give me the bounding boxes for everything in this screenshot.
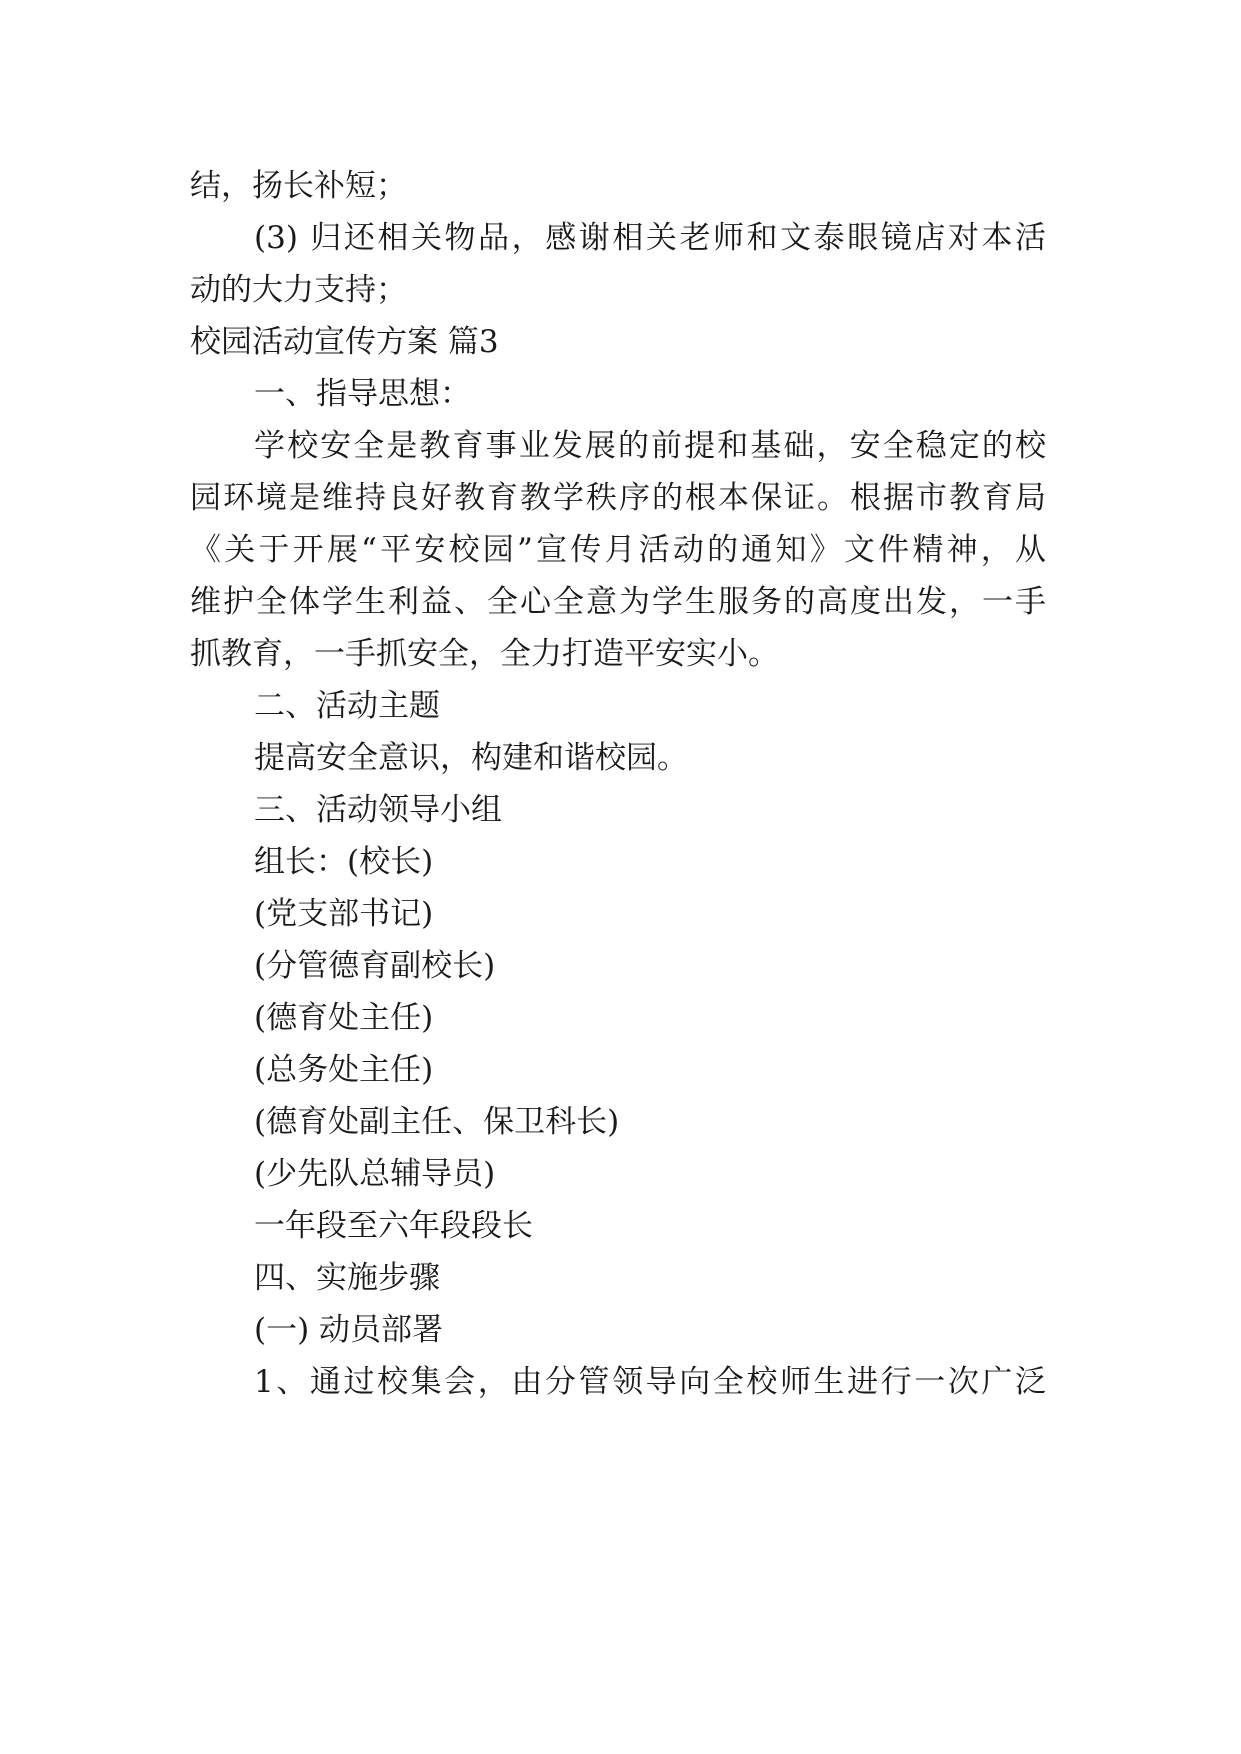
text-line: (分管德育副校长) [254, 948, 496, 984]
text-line: 组长：(校长) [254, 844, 434, 880]
text-line: 园环境是维持良好教育教学秩序的根本保证。根据市教育局 [190, 480, 1046, 516]
text-line: 《关于开展“平安校园”宣传月活动的通知》文件精神，从 [190, 532, 1046, 568]
text-line: 维护全体学生利益、全心全意为学生服务的高度出发，一手 [190, 584, 1046, 620]
text-line: (少先队总辅导员) [254, 1156, 496, 1192]
text-line: 抓教育，一手抓安全，全力打造平安实小。 [190, 636, 779, 672]
subheading: 一、指导思想： [254, 376, 471, 412]
text-line: 结，扬长补短； [190, 168, 407, 204]
subheading: 二、活动主题 [254, 688, 440, 724]
text-line: (总务处主任) [254, 1052, 434, 1088]
subheading: 三、活动领导小组 [254, 792, 502, 828]
section-heading: 校园活动宣传方案 篇3 [190, 324, 499, 360]
subheading: (一) 动员部署 [254, 1312, 444, 1348]
text-line: 提高安全意识，构建和谐校园。 [254, 740, 688, 776]
text-line: (德育处主任) [254, 1000, 434, 1036]
text-line: (3) 归还相关物品，感谢相关老师和文泰眼镜店对本活 [254, 220, 1046, 256]
text-line: 1、通过校集会，由分管领导向全校师生进行一次广泛 [254, 1364, 1046, 1400]
text-line: 动的大力支持； [190, 272, 407, 308]
text-line: (党支部书记) [254, 896, 434, 932]
subheading: 四、实施步骤 [254, 1260, 440, 1296]
text-line: 学校安全是教育事业发展的前提和基础，安全稳定的校 [254, 428, 1046, 464]
text-line: 一年段至六年段段长 [254, 1208, 533, 1244]
text-line: (德育处副主任、保卫科长) [254, 1104, 620, 1140]
